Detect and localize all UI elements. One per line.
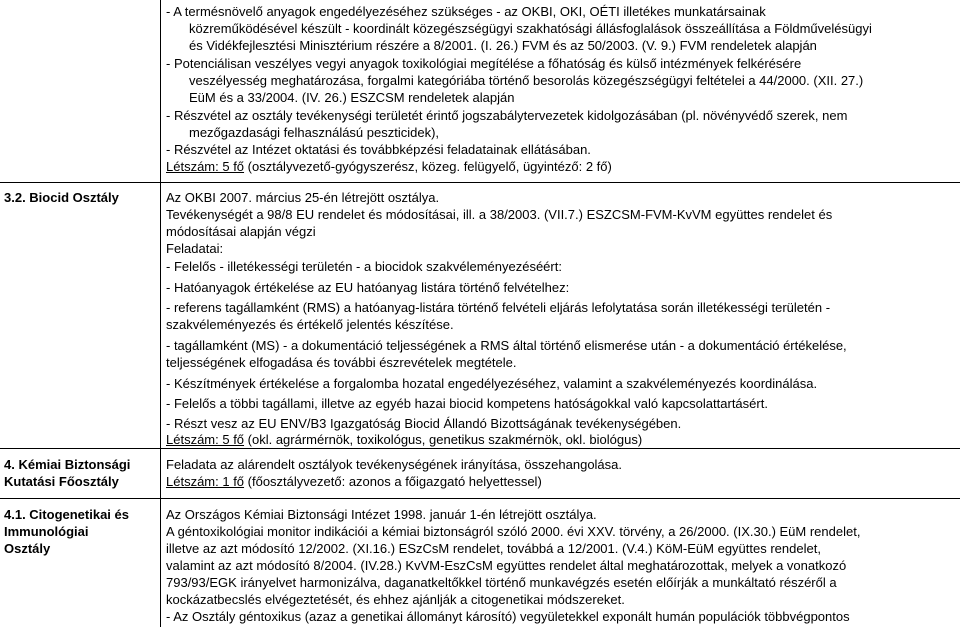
list-item: szakvéleményezés és értékelő jelentés készítése.: [166, 317, 454, 332]
staff-label: Létszám: 5 fő: [166, 432, 245, 447]
text-line: - Az Osztály géntoxikus (azaz a genetikai állományt károsító) vegyületekkel exponált humán populációk többvégpontos: [166, 609, 850, 624]
staff-count: [166, 158, 612, 175]
section-heading: 4.1. Citogenetikai és: [4, 507, 129, 522]
list-item: - tagállamként (MS) - a dokumentáció teljességének a RMS által történő elismerése után - a dokumentáció értékelése,: [166, 338, 847, 353]
text-line: mezőgazdasági felhasználású peszticidek),: [189, 125, 440, 140]
list-item: - Készítmények értékelése a forgalomba hozatal engedélyezéséhez, valamint a szakvéleményezés koordinálása.: [166, 376, 818, 391]
list-item: - Felelős - illetékességi területén - a biocidok szakvéleményezéséért:: [166, 259, 562, 274]
text-line: Feladatai:: [166, 241, 224, 256]
section-heading: 3.2. Biocid Osztály: [4, 190, 119, 205]
text-line: illetve az azt módosító 12/2002. (XI.16.) ESzCsM rendelet, továbbá a 12/2001. (V.4.) KöM-EüM együttes rendelet,: [166, 541, 821, 556]
staff-detail: (főosztályvezető: azonos a főigazgató helyettessel): [244, 474, 542, 489]
section-heading: 4. Kémiai Biztonsági: [4, 457, 131, 472]
staff-detail: (okl. agrármérnök, toxikológus, genetikus szakmérnök, okl. biológus): [244, 432, 643, 447]
list-item: - Részt vesz az EU ENV/B3 Igazgatóság Biocid Állandó Bizottságának tevékenységében.: [166, 416, 682, 431]
text-line: EüM és a 33/2004. (IV. 26.) ESZCSM rendeletek alapján: [189, 90, 515, 105]
staff-label: Létszám: 5 fő: [166, 159, 245, 174]
text-line: - Részvétel az osztály tevékenységi területét érintő jogszabálytervezetek kidolgozásában (pl. növényvédő szerek, nem: [166, 108, 848, 123]
section-heading: Osztály: [4, 541, 51, 556]
text-line: 793/93/EGK irányelvet harmonizálva, daganatkeltőkkel történő munkavégzés esetén előírják a munkáltató részéről a: [166, 575, 837, 590]
text-line: - A termésnövelő anyagok engedélyezéséhez szükséges - az OKBI, OKI, OÉTI illetékes munkatársainak: [166, 4, 766, 19]
section-heading: Immunológiai: [4, 524, 89, 539]
list-item: - Felelős a többi tagállami, illetve az egyéb hazai biocid kompetens hatóságokkal való kapcsolattartásért.: [166, 396, 768, 411]
list-item: - referens tagállamként (RMS) a hatóanyag-listára történő felvételi eljárás lefolytatása során illetékességi területén -: [166, 300, 831, 315]
row-divider: [0, 182, 960, 183]
list-item: teljességének elfogadása és további észrevételek megtétele.: [166, 355, 517, 370]
text-line: valamint az azt módosító 8/2004. (IV.28.) KvVM-EszCsM együttes rendelet által meghatározottak, melyek a vonatkozó: [166, 558, 847, 573]
row-divider: [0, 498, 960, 499]
text-line: módosításai alapján végzi: [166, 224, 316, 239]
staff-count: [166, 431, 642, 448]
text-line: Feladata az alárendelt osztályok tevékenységének irányítása, összehangolása.: [166, 457, 623, 472]
text-line: Tevékenységét a 98/8 EU rendelet és módosításai, ill. a 38/2003. (VII.7.) ESZCSM-FVM-KvVM együttes rendelet és: [166, 207, 833, 222]
text-line: veszélyesség meghatározása, forgalmi kategóriába történő besorolás közegészségügyi feltételei a 44/2000. (XII. 27.): [189, 73, 864, 88]
list-item: - Hatóanyagok értékelése az EU hatóanyag listára történő felvételhez:: [166, 280, 570, 295]
text-line: A géntoxikológiai monitor indikációi a kémiai biztonságról szóló 2000. évi XXV. törvény, a 26/2000. (IX.30.) EüM rendelet,: [166, 524, 861, 539]
text-line: közreműködésével készült - koordinált közegészségügyi szakhatósági állásfoglalások összeállítása a Földművelésügyi: [189, 21, 872, 36]
text-line: - Potenciálisan veszélyes vegyi anyagok toxikológiai megítélése a főhatóság és külső intézmények felkérésére: [166, 56, 802, 71]
staff-label: Létszám: 1 fő: [166, 474, 245, 489]
row-divider: [0, 448, 960, 449]
column-divider: [160, 0, 161, 627]
text-line: és Vidékfejlesztési Minisztérium részére a 8/2001. (I. 26.) FVM és az 50/2003. (V. 9.) FVM rendeletek alapján: [189, 38, 817, 53]
section-heading: Kutatási Főosztály: [4, 474, 119, 489]
text-line: kockázatbecslés elvégeztetését, és ehhez ajánlják a citogenetikai módszereket.: [166, 592, 625, 607]
text-line: - Részvétel az Intézet oktatási és továbbképzési feladatainak ellátásában.: [166, 142, 591, 157]
staff-detail: (osztályvezető-gyógyszerész, közeg. felügyelő, ügyintéző: 2 fő): [244, 159, 612, 174]
staff-count: [166, 473, 542, 490]
text-line: Az Országos Kémiai Biztonsági Intézet 1998. január 1-én létrejött osztálya.: [166, 507, 597, 522]
text-line: Az OKBI 2007. március 25-én létrejött osztálya.: [166, 190, 440, 205]
